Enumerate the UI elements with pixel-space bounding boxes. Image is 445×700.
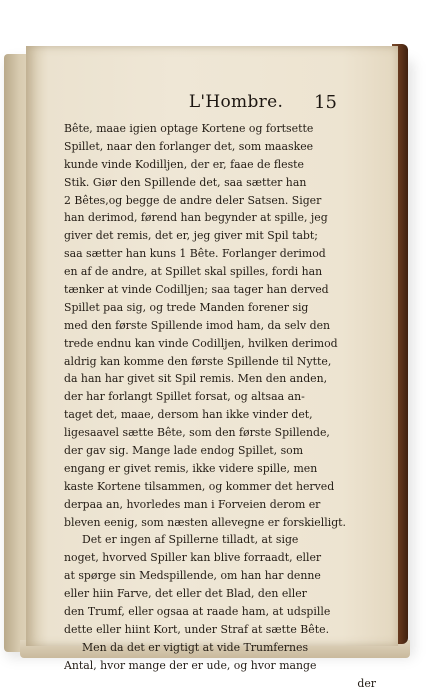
- text-line: da han har givet sit Spil remis. Men den anden,: [64, 372, 328, 386]
- text-line: bleven eenig, som næsten allevegne er forskielligt.: [64, 515, 347, 529]
- text-line: der har forlangt Spillet forsat, og altsaa an-: [64, 390, 305, 404]
- text-line: kaste Kortene tilsammen, og kommer det herved: [64, 479, 335, 493]
- text-line: en af de andre, at Spillet skal spilles, fordi han: [64, 265, 323, 279]
- text-line: aldrig kan komme den første Spillende til Nytte,: [64, 354, 332, 368]
- text-line: den Trumf, eller ogsaa at raade ham, at udspille: [64, 605, 331, 619]
- text-line: engang er givet remis, ikke videre spille, men: [64, 461, 318, 475]
- text-line: Stik. Giør den Spillende det, saa sætter han: [64, 175, 307, 189]
- text-line: Spillet, naar den forlanger det, som maaskee: [64, 139, 314, 153]
- text-line: kunde vinde Kodilljen, der er, faae de fleste: [64, 157, 304, 171]
- text-line: at spørge sin Medspillende, om han har denne: [64, 569, 321, 583]
- text-line: han derimod, førend han begynder at spille, jeg: [64, 211, 328, 225]
- body-text: [64, 120, 376, 693]
- running-title: L'Hombre.: [188, 92, 284, 112]
- text-line: saa sætter han kuns 1 Bête. Forlanger derimod: [64, 247, 326, 261]
- text-line: eller hiin Farve, det eller det Blad, den eller: [64, 587, 307, 601]
- text-line: Bête, maae igien optage Kortene og fortsette: [64, 122, 314, 135]
- text-line: 2 Bêtes,og begge de andre deler Satsen. Siger: [64, 193, 322, 207]
- page-header: [26, 92, 398, 116]
- text-line: Men da det er vigtigt at vide Trumfernes: [82, 640, 309, 654]
- text-line: derpaa an, hvorledes man i Forveien derom er: [64, 497, 321, 511]
- text-line: ligesaavel sætte Bête, som den første Spillende,: [64, 426, 330, 440]
- text-line: med den første Spillende imod ham, da selv den: [64, 318, 331, 332]
- text-line: dette eller hiint Kort, under Straf at sætte Bête.: [64, 622, 330, 636]
- text-line: trede endnu kan vinde Codilljen, hvilken derimod: [64, 336, 338, 350]
- text-line: taget det, maae, dersom han ikke vinder det,: [64, 408, 313, 422]
- text-line: noget, hvorved Spiller kan blive forraadt, eller: [64, 551, 322, 565]
- text-line: tænker at vinde Codilljen; saa tager han derved: [64, 283, 329, 297]
- book-page: [26, 46, 398, 690]
- text-line: der gav sig. Mange lade endog Spillet, som: [64, 444, 304, 458]
- page-number: 15: [314, 92, 337, 113]
- text-line: der: [357, 676, 376, 690]
- text-line: Det er ingen af Spillerne tilladt, at sige: [82, 533, 299, 547]
- text-line: giver det remis, det er, jeg giver mit Spil tabt;: [64, 229, 318, 243]
- text-line: Spillet paa sig, og trede Manden forener sig: [64, 300, 309, 314]
- text-line: Antal, hvor mange der er ude, og hvor mange: [64, 658, 317, 672]
